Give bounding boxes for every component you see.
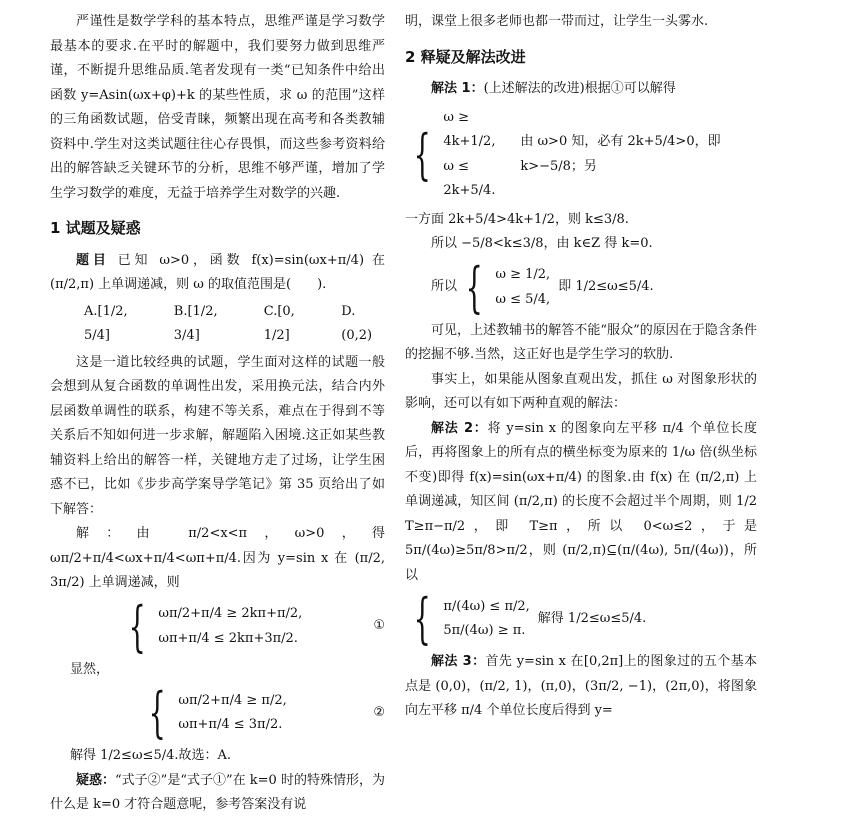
method1-so: 所以 xyxy=(431,279,458,295)
method3-label: 解法 3： xyxy=(431,654,486,669)
reference-solution: 解：由 π/2<x<π，ω>0，得 ωπ/2+π/4<ωx+π/4<ωπ+π/4.因为 y=sin x 在 (π/2, 3π/2) 上单调递减，则 xyxy=(50,526,385,590)
section-heading-1: 1 试题及疑惑 xyxy=(50,219,141,237)
inequality-system-2: { ωπ/2+π/4 ≥ π/2, ωπ+π/4 ≤ 3π/2. ② xyxy=(148,681,385,744)
method2-result: 解得 1/2≤ω≤5/4. xyxy=(537,610,647,626)
section-heading-2: 2 释疑及解法改进 xyxy=(405,47,526,66)
method1-tail: 由 ω>0 知，必有 2k+5/4>0，即 k>−5/8；另 xyxy=(520,134,721,174)
system1-line-b: ωπ+π/4 ≤ 2kπ+3π/2. xyxy=(158,630,298,646)
equation-tag-2: ② xyxy=(373,704,385,720)
obviously-text: 显然， xyxy=(70,661,110,677)
continued-text: 明，课堂上很多老师也都一带而过，让学生一头雾水. xyxy=(405,14,709,29)
doubt-paragraph xyxy=(50,769,385,818)
method2-system-a: π/(4ω) ≤ π/2, xyxy=(443,598,530,614)
method3-text: 首先 y=sin x 在[0,2π]上的图象过的五个基本点是 (0,0)，(π/2, 1)，(π,0)，(3π/2, −1)，(2π,0)，将图象向左平移 π/4 个单位长度后得到 y= xyxy=(405,654,757,718)
method1-line2: 一方面 2k+5/4>4k+1/2，则 k≤3/8. xyxy=(405,211,629,227)
option-b: B.[1/2, 3/4] xyxy=(173,303,218,343)
doubt-label: 疑惑： xyxy=(76,772,116,788)
option-a: A.[1/2, 5/4] xyxy=(84,303,128,343)
answer-options xyxy=(84,300,385,349)
system2-line-a: ωπ/2+π/4 ≥ π/2, xyxy=(178,692,287,708)
method1-result: 即 1/2≤ω≤5/4. xyxy=(558,279,654,295)
paragraph-a: 可见，上述教辅书的解答不能“服众”的原因在于隐含条件的挖掘不够.当然，这正好也是学生学习的软肋. xyxy=(405,322,757,362)
method2-text: 将 y=sin x 的图象向左平移 π/4 个单位长度后，再将图象上的所有点的横坐标变为原来的 1/ω 倍(纵坐标不变)即得 f(x)=sin(ωx+π/4) 的图象.由 f(x) 在 (π/2,π) 上单调递减，知区间 (π/2,π) 的长度不会超过半个周期，则 1/2 T≥π−π/2，即 T≥π，所以 0<ω≤2，于是 5π/(4ω)≥5π/8>π/2，则 (π/2,π)⊆(π/(4ω), 5π/(4ω))，所以 xyxy=(405,420,757,583)
method2-label: 解法 2： xyxy=(431,420,488,436)
option-c: C.[0, 1/2] xyxy=(263,303,295,343)
option-d: D.(0,2) xyxy=(341,303,373,343)
method2-paragraph xyxy=(405,417,757,589)
analysis-paragraph: 这是一道比较经典的试题，学生面对这样的试题一般会想到从复合函数的单调性出发，采用换元法，结合内外层函数单调性的联系，构建不等关系，难点在于得到不等关系后不知如何进一步求解，解题陷入困境.这正如某些教辅资料上给出的解答一样，关键地方走了过场，让学生困惑不已，比如《步步高学案导学笔记》第 35 页给出了如下解答： xyxy=(50,354,385,517)
system2-line-b: ωπ+π/4 ≤ 3π/2. xyxy=(178,717,283,732)
inequality-system-1: { ωπ/2+π/4 ≥ 2kπ+π/2, ωπ+π/4 ≤ 2kπ+3π/2. ① xyxy=(128,594,385,658)
method1-system2-a: ω ≥ 1/2, xyxy=(495,267,551,282)
method1-system2: 所以 { ω ≥ 1/2, ω ≤ 5/4, 即 1/2≤ω≤5/4. xyxy=(431,255,654,319)
doubt-text: “式子②”是“式子①”在 k=0 时的特殊情形，为什么是 k=0 才符合题意呢，参考答案没有说 xyxy=(50,772,385,812)
method1-text: (上述解法的改进)根据①可以解得 xyxy=(483,81,676,96)
left-column xyxy=(50,0,385,818)
system1-line-a: ωπ/2+π/4 ≥ 2kπ+π/2, xyxy=(158,606,303,621)
method1-system: { ω ≥ 4k+1/2, ω ≤ 2k+5/4. 由 ω>0 知，必有 2k+5/4>0，即 k>−5/8；另 xyxy=(405,106,757,204)
problem-label: 题目 xyxy=(76,252,110,268)
method1-system-b: ω ≤ 2k+5/4. xyxy=(443,158,496,198)
paragraph-b: 事实上，如果能从图象直观出发，抓住 ω 对图象形状的影响，还可以有如下两种直观的解法： xyxy=(405,371,757,411)
intro-paragraph: 严谨性是数学学科的基本特点，思维严谨是学习数学最基本的要求.在平时的解题中，我们要努力做到思维严谨，不断提升思维品质.笔者发现有一类“已知条件中给出函数 y=Asin(ωx+φ)+k 的某些性质，求 ω 的范围”这样的三角函数试题，倍受青睐，频繁出现在高考和各类教辅资料中.学生对这类试题往往心存畏惧，而这些参考资料给出的解答缺乏关键环节的分析，思维不够严谨，增加了学生学习数学的难度，无益于培养学生对数学的兴趣. xyxy=(50,14,385,201)
method1-label: 解法 1： xyxy=(431,81,484,96)
method1-system2-b: ω ≤ 5/4, xyxy=(495,291,551,307)
right-column xyxy=(405,0,757,724)
equation-tag-1: ① xyxy=(373,618,385,634)
result-line: 解得 1/2≤ω≤5/4.故选：A. xyxy=(70,748,232,763)
method1-system-a: ω ≥ 4k+1/2, xyxy=(443,109,496,149)
method1-intro xyxy=(405,77,757,102)
method3-paragraph xyxy=(405,650,757,724)
method2-system: { π/(4ω) ≤ π/2, 5π/(4ω) ≥ π. 解得 1/2≤ω≤5/4. xyxy=(413,587,647,650)
problem-statement xyxy=(50,249,385,298)
method1-line3: 所以 −5/8<k≤3/8，由 k∈Z 得 k=0. xyxy=(431,236,653,251)
method2-system-b: 5π/(4ω) ≥ π. xyxy=(443,623,526,638)
problem-text: 已知 ω>0，函数 f(x)=sin(ωx+π/4) 在 (π/2,π) 上单调递减，则 ω 的取值范围是( ). xyxy=(50,252,385,292)
